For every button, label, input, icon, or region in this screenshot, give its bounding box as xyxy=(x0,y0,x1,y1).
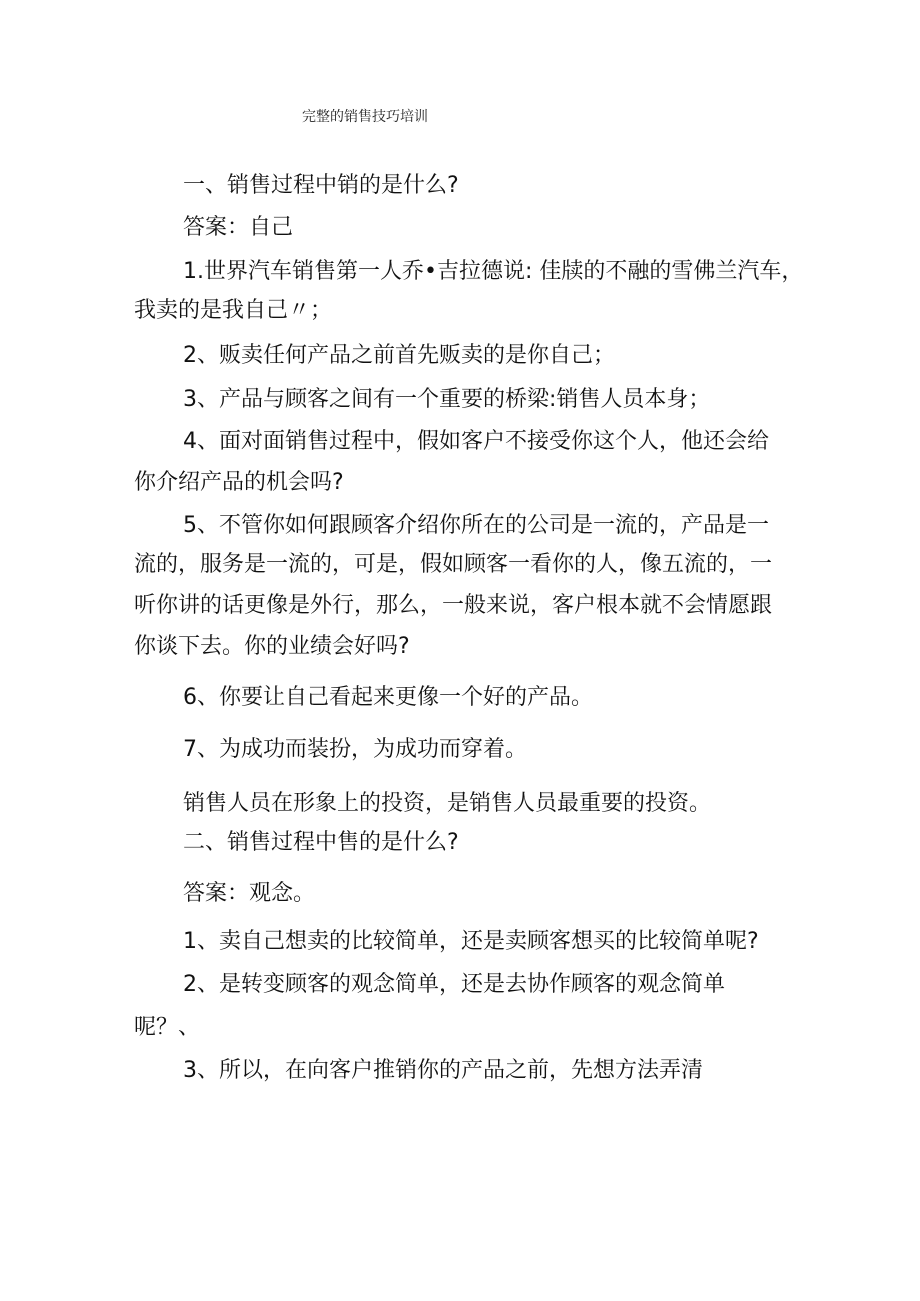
paragraph-line: 我卖的是我自己〃； xyxy=(134,298,333,323)
paragraph-line: 呢？、 xyxy=(134,1015,201,1040)
section-heading-2: 二、销售过程中售的是什么? xyxy=(183,830,459,855)
paragraph-line: 听你讲的话更像是外行，那么，一般来说，客户根本就不会情愿跟 xyxy=(134,593,773,618)
section-heading-1: 一、销售过程中销的是什么? xyxy=(183,173,459,198)
paragraph-line: 4、面对面销售过程中，假如客户不接受你这个人，他还会给 xyxy=(183,429,769,454)
paragraph-line: 6、你要让自己看起来更像一个好的产品。 xyxy=(183,685,593,710)
paragraph-line: 1.世界汽车销售第一人乔•吉拉德说: 佳牍的不融的雪佛兰汽车， xyxy=(183,259,804,284)
paragraph-line: 2、贩卖任何产品之前首先贩卖的是你自己； xyxy=(183,343,615,368)
answer-2: 答案：观念。 xyxy=(183,881,316,906)
paragraph-line: 2、是转变顾客的观念简单，还是去协作顾客的观念简单 xyxy=(183,972,725,997)
paragraph-line: 3、产品与顾客之间有一个重要的桥梁:销售人员本身； xyxy=(183,387,711,412)
document-title: 完整的销售技巧培训 xyxy=(302,109,428,125)
paragraph-line: 流的，服务是一流的，可是，假如顾客一看你的人，像五流的，一 xyxy=(134,552,773,577)
paragraph-line: 你介绍产品的机会吗? xyxy=(134,470,344,495)
paragraph-line: 7、为成功而装扮，为成功而穿着。 xyxy=(183,737,527,762)
answer-1: 答案：自己 xyxy=(183,215,294,240)
summary-line: 销售人员在形象上的投资，是销售人员最重要的投资。 xyxy=(183,791,712,816)
paragraph-line: 你谈下去。你的业绩会好吗? xyxy=(134,634,410,659)
paragraph-line: 5、不管你如何跟顾客介绍你所在的公司是一流的，产品是一 xyxy=(183,513,769,538)
paragraph-line: 3、所以，在向客户推销你的产品之前，先想方法弄清 xyxy=(183,1058,703,1083)
paragraph-line: 1、卖自己想卖的比较简单，还是卖顾客想买的比较简单呢? xyxy=(183,929,759,954)
